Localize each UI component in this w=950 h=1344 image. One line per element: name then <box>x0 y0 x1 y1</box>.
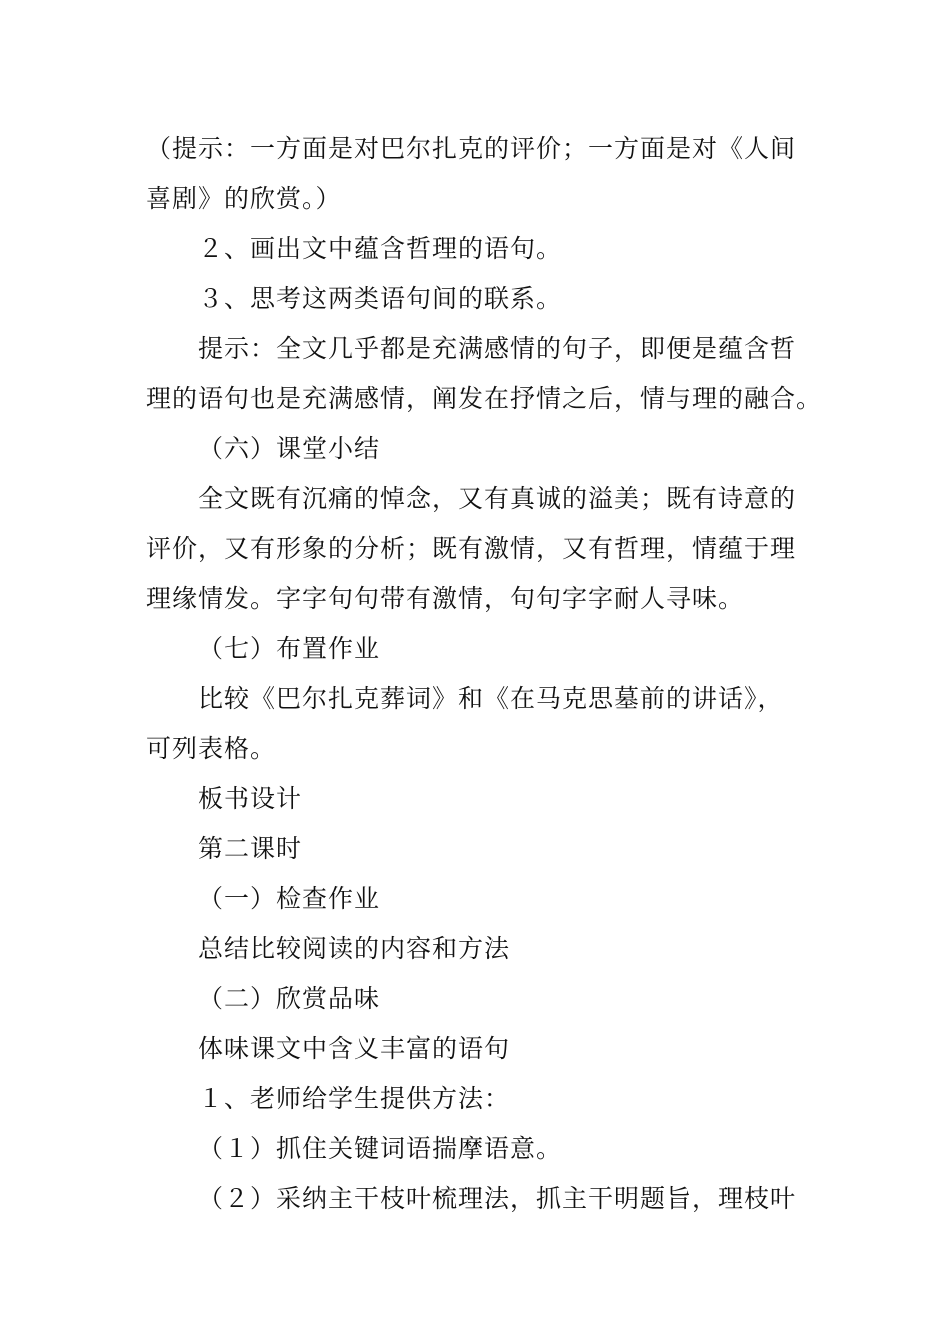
text-line: 评价，又有形象的分析；既有激情，又有哲理，情蕴于理 <box>146 534 797 563</box>
paragraph-item-2 <box>146 224 808 274</box>
text-line: （六）课堂小结 <box>198 434 381 463</box>
paragraph-comparison <box>146 924 808 974</box>
paragraph-hint-1 <box>146 124 808 224</box>
text-line: （２）采纳主干枝叶梳理法，抓主干明题旨，理枝叶 <box>198 1184 797 1213</box>
text-line: 体味课文中含义丰富的语句 <box>198 1034 511 1063</box>
text-line: （二）欣赏品味 <box>198 984 381 1013</box>
text-line: 理的语句也是充满感情，阐发在抒情之后，情与理的融合。 <box>146 384 823 413</box>
paragraph-item-3 <box>146 274 808 324</box>
text-line: 比较《巴尔扎克葬词》和《在马克思墓前的讲话》， <box>198 684 784 713</box>
section-heading-check-homework <box>146 874 808 924</box>
document-body <box>146 124 823 1224</box>
paragraph-summary <box>146 474 808 624</box>
text-line: （七）布置作业 <box>198 634 381 663</box>
list-item-1 <box>146 1074 808 1124</box>
paragraph-appreciation <box>146 1024 808 1074</box>
text-line: 提示：全文几乎都是充满感情的句子，即便是蕴含哲 <box>198 334 797 363</box>
text-line: 总结比较阅读的内容和方法 <box>198 934 511 963</box>
text-line: １、老师给学生提供方法： <box>198 1084 511 1113</box>
text-line: 喜剧》的欣赏。） <box>146 184 342 213</box>
text-line: （提示：一方面是对巴尔扎克的评价；一方面是对《人间 <box>146 134 797 163</box>
text-line: 第二课时 <box>198 834 303 863</box>
sub-item-1 <box>146 1124 808 1174</box>
text-line: 板书设计 <box>198 784 303 813</box>
text-line: 可列表格。 <box>146 734 277 763</box>
paragraph-homework <box>146 674 808 774</box>
text-line: （一）检查作业 <box>198 884 381 913</box>
paragraph-hint-2 <box>146 324 823 424</box>
text-line: 理缘情发。字字句句带有激情，句句字字耐人寻味。 <box>146 584 745 613</box>
section-heading-second-lesson <box>146 824 808 874</box>
sub-item-2 <box>146 1174 808 1224</box>
text-line: ３、思考这两类语句间的联系。 <box>198 284 563 313</box>
text-line: 全文既有沉痛的悼念，又有真诚的溢美；既有诗意的 <box>198 484 797 513</box>
section-heading-summary <box>146 424 808 474</box>
section-heading-board-design <box>146 774 808 824</box>
section-heading-homework <box>146 624 808 674</box>
text-line: ２、画出文中蕴含哲理的语句。 <box>198 234 563 263</box>
section-heading-appreciation <box>146 974 808 1024</box>
text-line: （１）抓住关键词语揣摩语意。 <box>198 1134 563 1163</box>
